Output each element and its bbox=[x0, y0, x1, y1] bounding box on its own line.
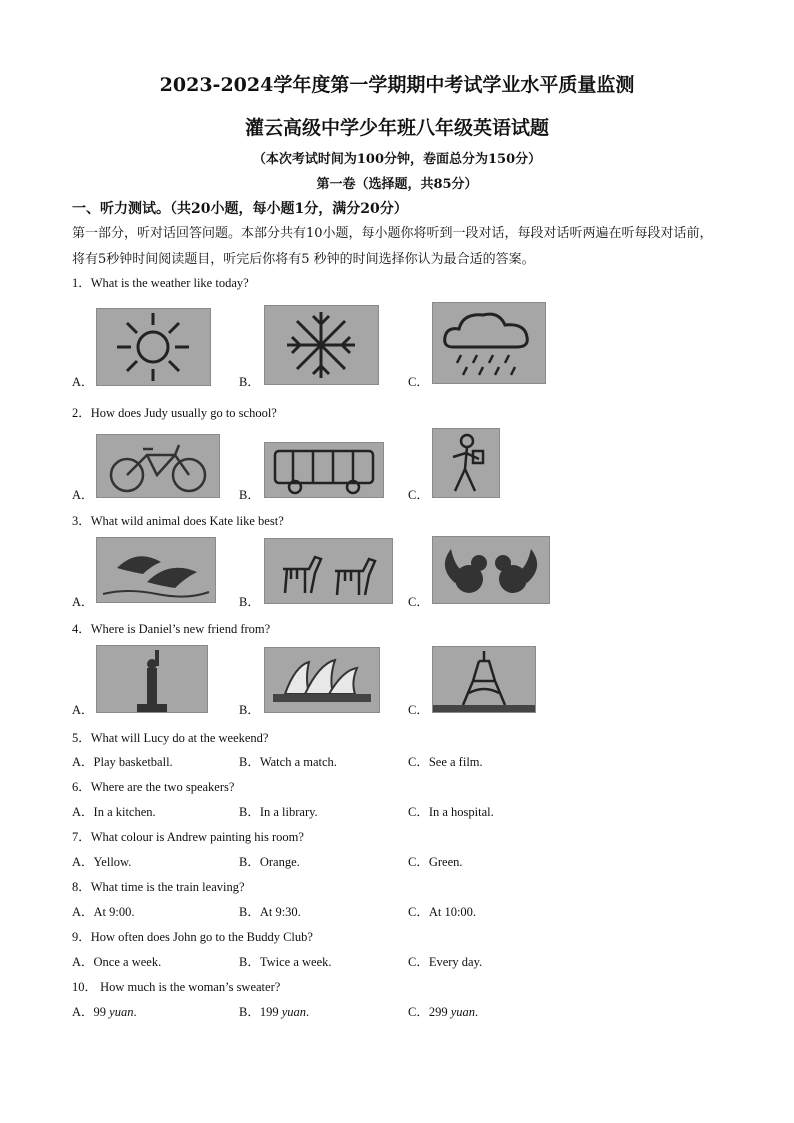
option-b-text: B．199 bbox=[239, 1005, 282, 1019]
period: . bbox=[133, 1005, 137, 1019]
bus-icon bbox=[264, 442, 384, 498]
unit-yuan: yuan bbox=[109, 1005, 134, 1019]
bicycle-icon bbox=[96, 434, 220, 498]
option-label-a: A． bbox=[72, 375, 94, 389]
option-a: A．Once a week. bbox=[72, 955, 162, 969]
option-label-c: C． bbox=[408, 488, 429, 502]
eiffel-tower-icon bbox=[432, 646, 536, 713]
question-3: 3．What wild animal does Kate like best? bbox=[72, 514, 284, 528]
question-4: 4．Where is Daniel’s new friend from? bbox=[72, 622, 271, 636]
section-intro: 第一部分，听对话回答问题。本部分共有10小题，每小题你将听到一段对话，每段对话听两遍在听每段对话前，将有5秒钟时间阅读题目，听完后你将有5 秒钟的时间选择你认为最合适的答案。 bbox=[72, 226, 713, 267]
question-6: 6．Where are the two speakers? bbox=[72, 780, 235, 794]
sun-icon bbox=[96, 308, 211, 386]
option-a-text: A．99 bbox=[72, 1005, 110, 1019]
option-c: C．Green. bbox=[408, 855, 463, 869]
option-label-b: B． bbox=[239, 595, 260, 609]
option-c: C．In a hospital. bbox=[408, 805, 494, 819]
exam-info: （本次考试时间为100分钟，卷面总分为150分） bbox=[252, 152, 542, 167]
option-c bbox=[408, 1002, 478, 1020]
question-9: 9．How often does John go to the Buddy Club? bbox=[72, 930, 313, 944]
option-b: B．At 9:30. bbox=[239, 905, 301, 919]
option-label-c: C． bbox=[408, 375, 429, 389]
option-b: B．In a library. bbox=[239, 805, 318, 819]
question-8: 8．What time is the train leaving? bbox=[72, 880, 245, 894]
option-a: A．Yellow. bbox=[72, 855, 132, 869]
squirrels-icon bbox=[432, 536, 550, 604]
zebras-icon bbox=[264, 538, 393, 604]
option-b: B．Orange. bbox=[239, 855, 300, 869]
option-label-b: B． bbox=[239, 703, 260, 717]
option-c: C．At 10:00. bbox=[408, 905, 477, 919]
walking-person-icon bbox=[432, 428, 500, 498]
dolphins-icon bbox=[96, 537, 216, 603]
option-a: A．Play basketball. bbox=[72, 755, 173, 769]
question-10: 10． How much is the woman’s sweater? bbox=[72, 980, 281, 994]
exam-title-line1: 2023-2024学年度第一学期期中考试学业水平质量监测 bbox=[159, 74, 635, 96]
statue-of-liberty-icon bbox=[96, 645, 208, 713]
period: . bbox=[306, 1005, 310, 1019]
option-label-c: C． bbox=[408, 595, 429, 609]
unit-yuan: yuan bbox=[450, 1005, 476, 1019]
option-c-text: C．299 bbox=[408, 1005, 451, 1019]
option-b bbox=[239, 1002, 309, 1020]
option-a: A．At 9:00. bbox=[72, 905, 135, 919]
volume-heading: 第一卷（选择题，共85分） bbox=[316, 177, 478, 192]
option-a: A．In a kitchen. bbox=[72, 805, 156, 819]
snowflake-icon bbox=[264, 305, 379, 385]
option-label-a: A． bbox=[72, 703, 94, 717]
exam-title-line2: 灌云高级中学少年班八年级英语试题 bbox=[244, 117, 549, 139]
option-label-b: B． bbox=[239, 488, 260, 502]
rain-cloud-icon bbox=[432, 302, 546, 384]
option-b: B．Watch a match. bbox=[239, 755, 337, 769]
period: . bbox=[475, 1005, 479, 1019]
option-c: C．See a film. bbox=[408, 755, 483, 769]
option-label-a: A． bbox=[72, 595, 94, 609]
section-heading: 一、听力测试。（共20小题，每小题1分，满分20分） bbox=[72, 201, 408, 217]
option-b: B．Twice a week. bbox=[239, 955, 332, 969]
sydney-opera-house-icon bbox=[264, 647, 380, 713]
question-2: 2．How does Judy usually go to school? bbox=[72, 406, 277, 420]
option-a bbox=[72, 1002, 137, 1020]
option-label-b: B． bbox=[239, 375, 260, 389]
question-7: 7．What colour is Andrew painting his room? bbox=[72, 830, 304, 844]
option-label-c: C． bbox=[408, 703, 429, 717]
question-5: 5．What will Lucy do at the weekend? bbox=[72, 731, 269, 745]
question-1: 1．What is the weather like today? bbox=[72, 276, 249, 290]
option-c: C．Every day. bbox=[408, 955, 483, 969]
unit-yuan: yuan bbox=[281, 1005, 307, 1019]
option-label-a: A． bbox=[72, 488, 94, 502]
